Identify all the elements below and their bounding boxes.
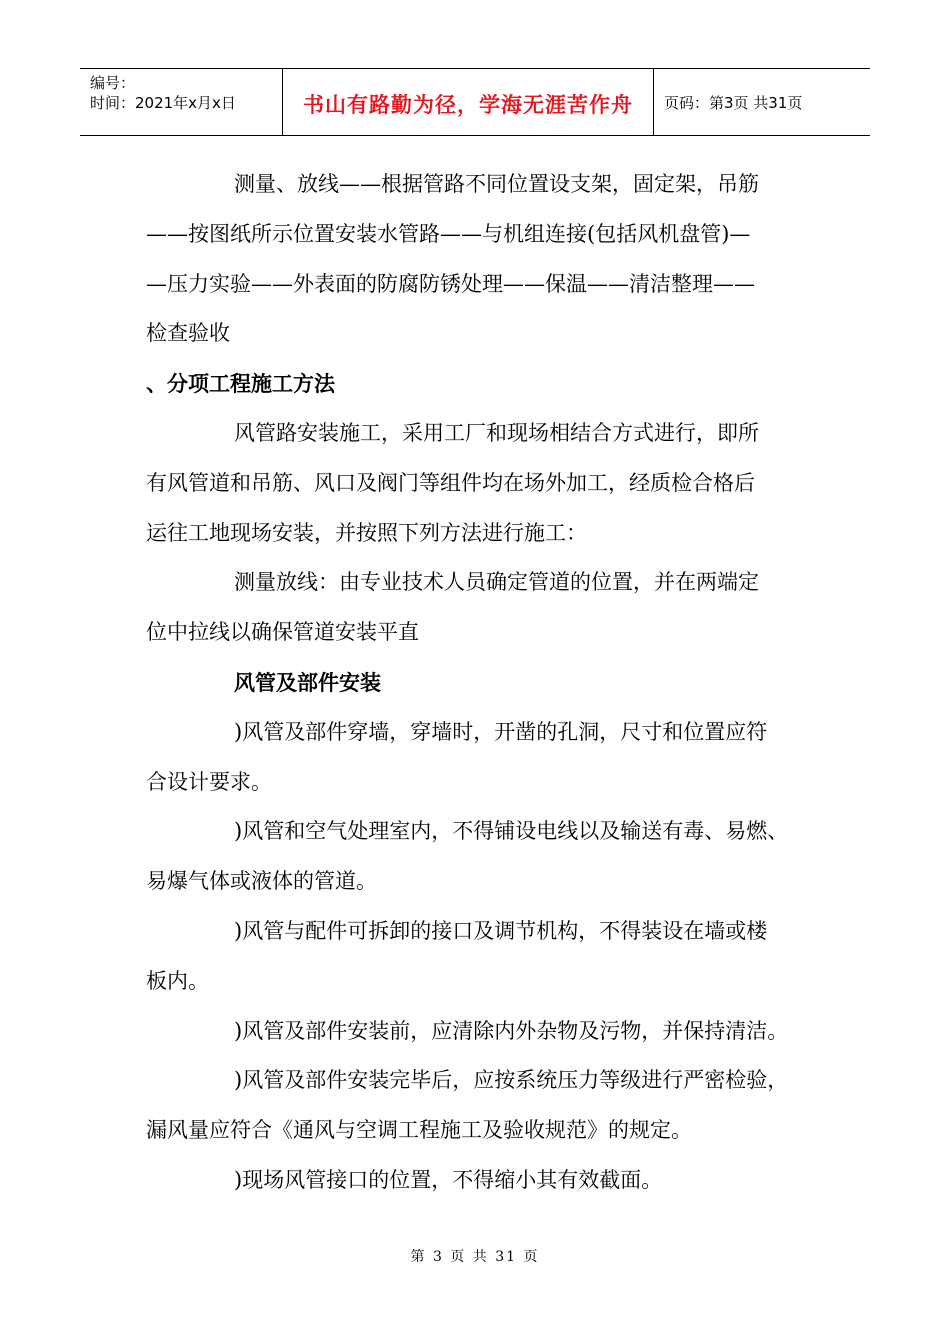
body-line: ——按图纸所示位置安装水管路——与机组连接(包括风机盘管)— bbox=[146, 221, 751, 246]
section-heading: 、分项工程施工方法 bbox=[146, 371, 335, 397]
page-info-text: 页码：第3页 共31页 bbox=[664, 93, 803, 112]
body-line: )风管及部件穿墙，穿墙时，开凿的孔洞，尺寸和位置应符 bbox=[234, 719, 768, 744]
body-line: )风管与配件可拆卸的接口及调节机构，不得装设在墙或楼 bbox=[234, 918, 768, 943]
section-heading: 风管及部件安装 bbox=[234, 669, 381, 695]
body-line: 合设计要求。 bbox=[146, 769, 272, 794]
body-line: —压力实验——外表面的防腐防锈处理——保温——清洁整理—— bbox=[146, 271, 755, 296]
number-label: 编号： bbox=[90, 74, 136, 92]
body-line: 运往工地现场安装，并按照下列方法进行施工： bbox=[146, 520, 587, 545]
body-line: 检查验收 bbox=[146, 321, 230, 346]
body-line: 漏风量应符合《通风与空调工程施工及验收规范》的规定。 bbox=[146, 1118, 692, 1143]
body-line: 易爆气体或液体的管道。 bbox=[146, 869, 377, 894]
motto-text: 书山有路勤为径，学海无涯苦作舟 bbox=[303, 92, 633, 117]
body-line: )风管及部件安装完毕后，应按系统压力等级进行严密检验， bbox=[234, 1068, 789, 1093]
body-line: )风管及部件安装前，应清除内外杂物及污物，并保持清洁。 bbox=[234, 1018, 789, 1043]
header-meta bbox=[80, 69, 282, 135]
time-label: 时间：2021年x月x日 bbox=[90, 94, 236, 112]
body-line: )现场风管接口的位置，不得缩小其有效截面。 bbox=[234, 1167, 663, 1192]
body-line: )风管和空气处理室内，不得铺设电线以及输送有毒、易燃、 bbox=[234, 819, 789, 844]
body-line: 测量放线：由专业技术人员确定管道的位置，并在两端定 bbox=[234, 570, 759, 595]
body-line: 测量、放线——根据管路不同位置设支架，固定架，吊筋 bbox=[234, 172, 759, 196]
page-footer: 第 3 页 共 31 页 bbox=[410, 1249, 540, 1265]
body-line: 位中拉线以确保管道安装平直 bbox=[146, 620, 419, 645]
header-motto-cell bbox=[282, 69, 654, 135]
document-body bbox=[146, 160, 826, 1206]
header-table bbox=[80, 68, 870, 136]
body-line: 板内。 bbox=[146, 968, 209, 993]
body-line: 风管路安装施工，采用工厂和现场相结合方式进行，即所 bbox=[234, 420, 759, 445]
body-line: 有风管道和吊筋、风口及阀门等组件均在场外加工，经质检合格后 bbox=[146, 470, 755, 495]
header-page-info bbox=[654, 69, 870, 135]
